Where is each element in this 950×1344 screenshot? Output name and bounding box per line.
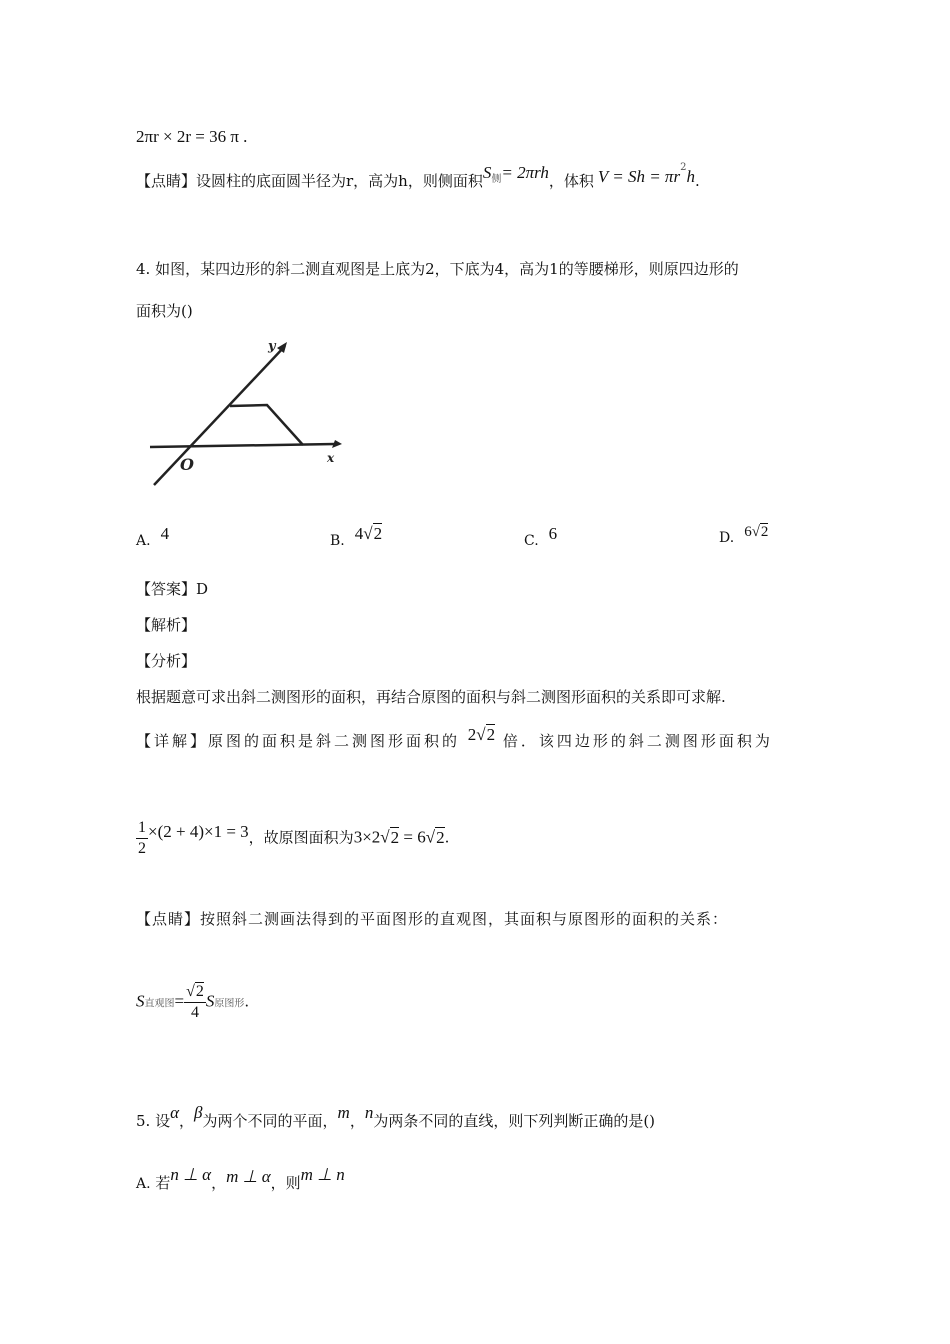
tip-line: 【点睛】按照斜二测画法得到的平面图形的直观图，其面积与原图形的面积的关系： xyxy=(136,910,729,928)
option-c-letter: C. xyxy=(524,533,539,549)
q5-option-a-if: 若 xyxy=(155,1174,171,1192)
q5-text1: 为两个不同的平面， xyxy=(202,1112,338,1130)
q5-m: m xyxy=(337,1103,350,1122)
q5-option-a-cond1: n ⊥ α xyxy=(170,1165,212,1184)
option-b-rad: 2 xyxy=(373,524,383,543)
q5-option-a-letter: A. xyxy=(136,1176,151,1192)
rel-fraction xyxy=(184,982,206,1023)
trapezoid-edges xyxy=(230,405,303,445)
q4-stem-line1: 4. 如图，某四边形的斜二测直观图是上底为2，下底为4，高为1的等腰梯形，则原四边形的 xyxy=(136,260,739,278)
fenxi-heading: 【分析】 xyxy=(136,652,197,670)
calc-final-b: = 6 xyxy=(399,827,426,847)
q5-stem xyxy=(136,1103,656,1131)
q5-n: n xyxy=(364,1103,374,1122)
rel-end: . xyxy=(244,992,250,1011)
option-b-coef: 4 xyxy=(354,524,364,543)
calc-end: . xyxy=(444,828,450,847)
q5-text2: 为两条不同的直线，则下列判断正确的是() xyxy=(373,1112,656,1130)
fenxi-text: 根据题意可求出斜二测图形的面积，再结合原图的面积与斜二测图形面积的关系即可求解. xyxy=(136,688,726,706)
detail-factor: 2√2 xyxy=(467,725,496,744)
rel-s2: S xyxy=(205,991,215,1011)
analysis-heading: 【解析】 xyxy=(136,616,197,634)
half-den: 2 xyxy=(138,840,146,857)
x-label: x xyxy=(327,451,335,465)
q5-comma2: ， xyxy=(349,1112,365,1130)
q5-prefix: 5. 设 xyxy=(136,1112,171,1130)
detail-prefix: 【详解】原图的面积是斜二测图形面积的 xyxy=(136,732,461,750)
option-d-rad: 2 xyxy=(760,524,769,540)
calc-line xyxy=(136,818,449,859)
option-a-value: 4 xyxy=(160,524,170,543)
option-d-coef: 6 xyxy=(744,524,752,540)
option-b-letter: B. xyxy=(330,533,345,549)
q5-alpha: α xyxy=(170,1103,180,1122)
note-end: . xyxy=(694,172,700,190)
calc-final-a: 3×2 xyxy=(353,827,381,847)
q5-option-a-result: m ⊥ n xyxy=(300,1165,345,1184)
origin-label: O xyxy=(180,455,194,474)
option-b-value: 4√2 xyxy=(354,524,383,543)
rel-eq: = xyxy=(174,991,185,1011)
half-fraction xyxy=(136,818,148,859)
x-axis-arrow xyxy=(332,440,342,448)
detail-factor-rad: 2 xyxy=(486,725,496,744)
q5-beta: β xyxy=(194,1103,203,1122)
rel-sub2: 原图形 xyxy=(214,998,245,1010)
calc-final-rad1: 2 xyxy=(390,827,400,847)
option-b[interactable] xyxy=(330,524,383,550)
q5-comma1: ， xyxy=(179,1112,195,1130)
volume-formula: V = Sh = πr xyxy=(597,167,681,186)
rel-sub1: 直观图 xyxy=(144,998,175,1010)
calc-final-rad2: 2 xyxy=(436,827,445,847)
y-label: y xyxy=(268,339,276,354)
detail-line xyxy=(136,725,773,751)
option-a-letter: A. xyxy=(136,533,151,549)
rel-s1: S xyxy=(136,991,145,1011)
q5-option-a-then: ，则 xyxy=(270,1174,301,1192)
option-c-value: 6 xyxy=(548,524,558,543)
option-c[interactable] xyxy=(524,524,558,550)
q4-stem-line2: 面积为() xyxy=(136,302,193,320)
rel-num: √2 xyxy=(184,982,206,1003)
note-line-1 xyxy=(136,162,700,191)
q5-option-a-cond2: m ⊥ α xyxy=(226,1167,271,1186)
x-axis xyxy=(150,444,335,447)
option-d-value: 6√2 xyxy=(744,524,769,540)
calc-final: 3×2√2 = 6√2 xyxy=(353,827,445,847)
q5-option-a[interactable] xyxy=(136,1165,345,1193)
q5-option-a-sep: ， xyxy=(211,1174,227,1192)
calc-mid: ，故原图面积为 xyxy=(248,828,354,847)
option-d[interactable] xyxy=(719,524,769,547)
lateral-s: S xyxy=(482,163,492,182)
option-d-letter: D. xyxy=(719,530,735,546)
note-prefix: 【点睛】设圆柱的底面圆半径为r，高为h，则侧面积 xyxy=(136,172,483,190)
option-a[interactable] xyxy=(136,524,170,550)
detail-suffix: 倍．该四边形的斜二测图形面积为 xyxy=(502,732,773,750)
volume-tail: h xyxy=(686,167,695,186)
volume-exp: 2 xyxy=(680,162,687,173)
lateral-sub: 侧 xyxy=(491,174,502,185)
answer-line: 【答案】D xyxy=(136,580,209,598)
calc-rest: ×(2 + 4)×1 = 3 xyxy=(148,821,249,841)
lateral-formula: = 2πrh xyxy=(501,163,549,182)
y-axis xyxy=(154,346,285,485)
relation-line xyxy=(136,982,249,1023)
rel-den: 4 xyxy=(190,1004,199,1021)
note-middle: ，体积 xyxy=(548,172,594,190)
half-num: 1 xyxy=(136,818,148,839)
detail-factor-coef: 2 xyxy=(467,725,477,744)
oblique-trapezoid-figure xyxy=(140,330,370,500)
rel-num-rad: 2 xyxy=(195,983,204,1000)
formula-line-top: 2πr × 2r = 36 π . xyxy=(136,127,248,146)
